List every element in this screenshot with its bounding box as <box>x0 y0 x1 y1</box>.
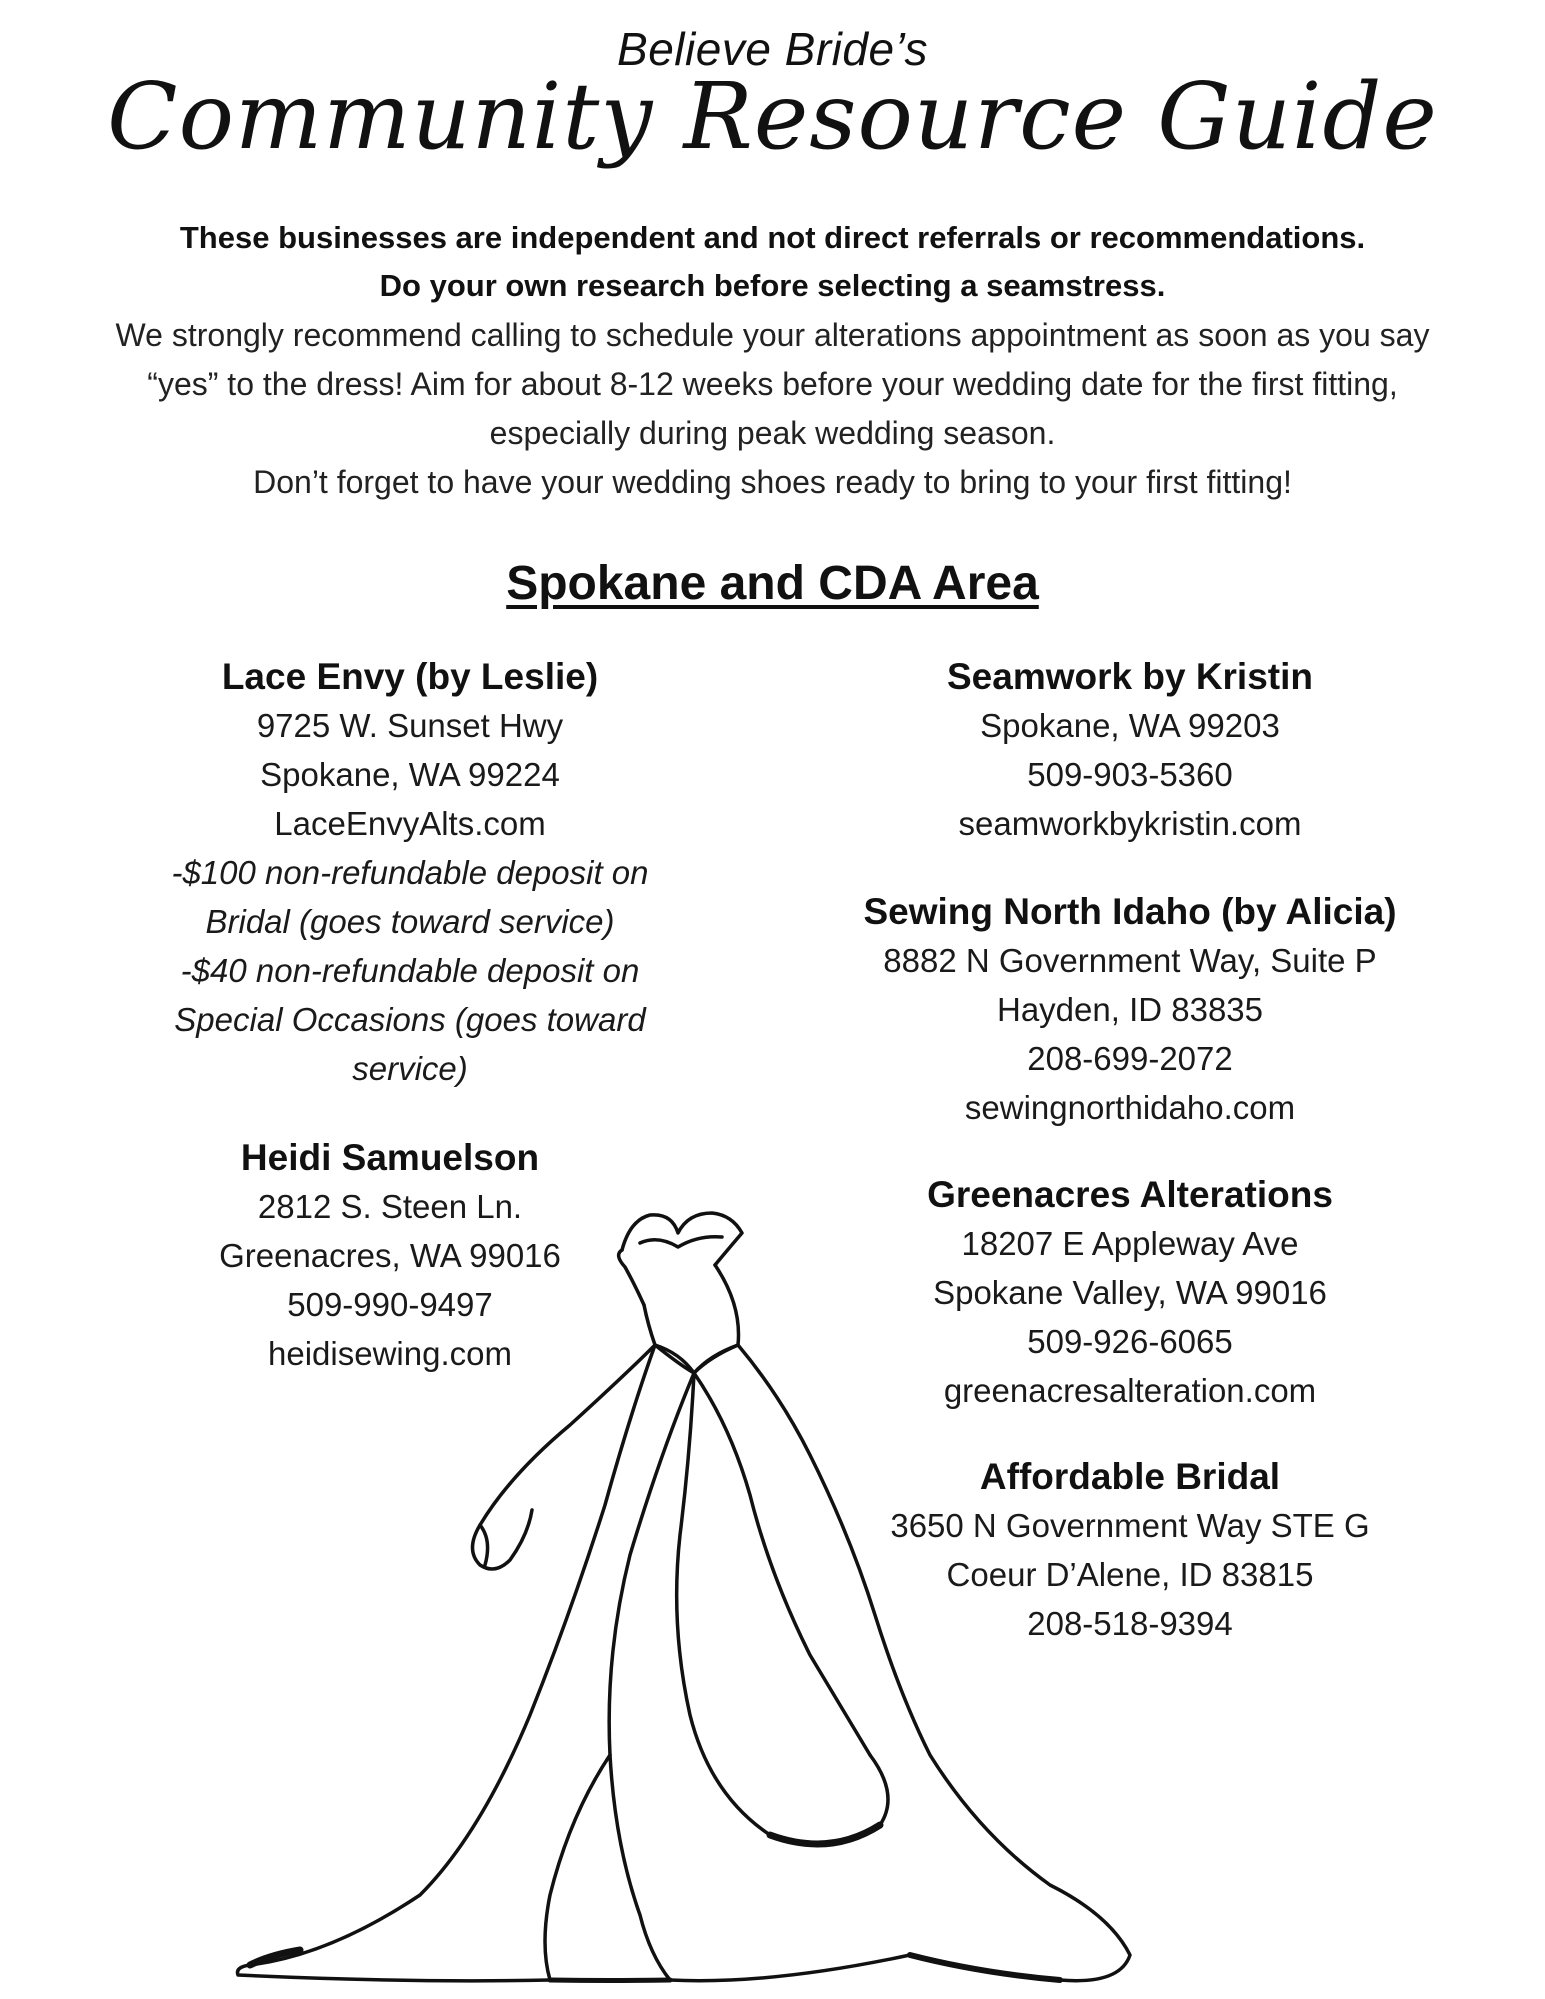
business-phone[interactable]: 208-699-2072 <box>1027 1040 1233 1077</box>
business-listing <box>820 1170 1440 1415</box>
intro-line: Don’t forget to have your wedding shoes ready to bring to your first fitting! <box>253 464 1292 500</box>
business-phone[interactable]: 208-518-9394 <box>1027 1605 1233 1642</box>
business-address: 9725 W. Sunset Hwy <box>256 707 564 744</box>
business-address: 18207 E Appleway Ave <box>961 1225 1299 1262</box>
page-title: Community Resource Guide <box>107 63 1438 170</box>
disclaimer <box>0 214 1545 310</box>
business-website[interactable]: sewingnorthidaho.com <box>964 1089 1296 1126</box>
business-phone[interactable]: 509-903-5360 <box>1027 756 1233 793</box>
business-listing <box>90 1133 690 1378</box>
business-city: Coeur D’Alene, ID 83815 <box>946 1556 1314 1593</box>
business-listing <box>820 887 1440 1132</box>
business-address: 8882 N Government Way, Suite P <box>883 942 1377 979</box>
business-city: Greenacres, WA 99016 <box>219 1237 561 1274</box>
business-city: Hayden, ID 83835 <box>996 991 1263 1028</box>
intro-line: We strongly recommend calling to schedule your alterations appointment as soon as you say <box>115 317 1430 353</box>
business-website[interactable]: heidisewing.com <box>268 1335 512 1372</box>
business-name: Lace Envy (by Leslie) <box>221 656 599 697</box>
business-note: service) <box>352 1050 468 1087</box>
business-note: Bridal (goes toward service) <box>205 903 615 940</box>
business-name: Sewing North Idaho (by Alicia) <box>863 891 1397 932</box>
disclaimer-line: These businesses are independent and not direct referrals or recommendations. <box>179 220 1366 255</box>
business-note: -$100 non-refundable deposit on <box>171 854 649 891</box>
business-address: 3650 N Government Way STE G <box>890 1507 1370 1544</box>
business-city: Spokane Valley, WA 99016 <box>933 1274 1327 1311</box>
business-website[interactable]: greenacresalteration.com <box>943 1372 1317 1409</box>
business-city: Spokane, WA 99203 <box>980 707 1280 744</box>
business-note: Special Occasions (goes toward <box>174 1001 646 1038</box>
intro-line: especially during peak wedding season. <box>489 415 1056 451</box>
business-phone[interactable]: 509-990-9497 <box>287 1286 493 1323</box>
business-phone[interactable]: 509-926-6065 <box>1027 1323 1233 1360</box>
intro-text <box>20 311 1525 507</box>
business-name: Greenacres Alterations <box>927 1174 1333 1215</box>
intro-line: “yes” to the dress! Aim for about 8-12 weeks before your wedding date for the first fitting, <box>147 366 1398 402</box>
business-address: 2812 S. Steen Ln. <box>257 1188 523 1225</box>
business-listing <box>820 652 1440 848</box>
business-listing <box>110 652 710 1093</box>
business-website[interactable]: seamworkbykristin.com <box>958 805 1302 842</box>
disclaimer-line: Do your own research before selecting a seamstress. <box>379 268 1166 303</box>
business-name: Seamwork by Kristin <box>946 656 1313 697</box>
brand-name: Believe Bride’s <box>617 23 928 75</box>
area-heading: Spokane and CDA Area <box>506 557 1039 610</box>
business-listing <box>820 1452 1440 1648</box>
business-name: Heidi Samuelson <box>240 1137 540 1178</box>
business-website[interactable]: LaceEnvyAlts.com <box>274 805 546 842</box>
business-city: Spokane, WA 99224 <box>260 756 560 793</box>
business-note: -$40 non-refundable deposit on <box>180 952 640 989</box>
business-name: Affordable Bridal <box>979 1456 1281 1497</box>
